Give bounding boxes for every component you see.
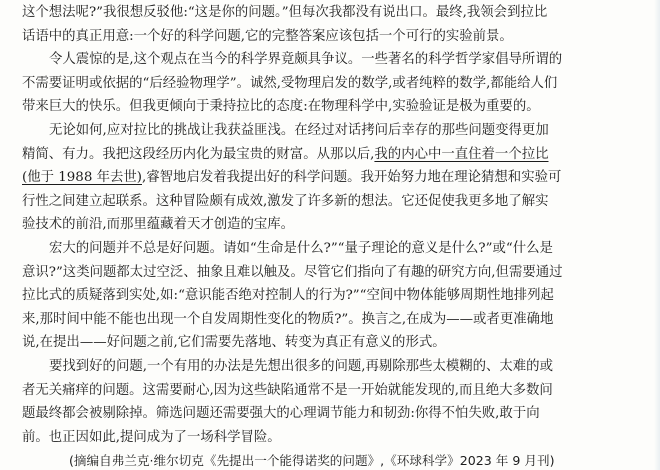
text-line: 来,那时间中能不能也出现一个自发周期性变化的物质?”。换言之,在成为——或者更准确地	[22, 311, 554, 327]
text-line: 这个想法呢?”我很想反驳他:“这是你的问题。”但每次我都没有说出口。最终,我领会到拉比	[22, 5, 548, 20]
text-line: 令人震惊的是,这个观点在当今的科学界竟颇具争议。一些著名的科学哲学家倡导所谓的	[49, 52, 563, 68]
text-line: 无论如何,应对拉比的挑战让我获益匪浅。在经过对话拷问后幸存的那些问题变得更加	[49, 122, 549, 138]
text-line: 意识?”这类问题都太过空泛、抽象且难以触及。尽管它们指向了有趣的研究方向,但需要通过	[22, 264, 563, 280]
underlined-text: (他于 1988 年去世)	[22, 170, 142, 186]
text-line: 拉比式的质疑落到实处,如:“意识能否绝对控制人的行为?”“空间中物体能够周期性地排列起	[22, 288, 554, 304]
text-line: 不需要证明或依据的“后经验物理学”。诚然,受物理启发的数学,或者纯粹的数学,都能给人们	[22, 75, 558, 91]
paragraph-5	[22, 355, 652, 449]
text-segment: ,睿智地启发着我提出好的科学问题。我开始努力地在理论猜想和实验可	[142, 170, 562, 186]
source-citation: (摘编自弗兰克·维尔切克《先提出一个能得诺奖的问题》,《环球科学》2023 年 9 月刊)	[69, 453, 555, 469]
text-line: 者无关痛痒的问题。这需要耐心,因为这些缺陷通常不是一开始就能发现的,而且绝大多数问	[22, 382, 553, 398]
text-line: 行性之间建立起联系。这种冒险颇有成效,激发了许多新的想法。它还促使我更多地了解实	[22, 193, 549, 209]
text-line	[22, 143, 652, 167]
page-edge-shadow	[654, 0, 660, 470]
text-line: 说,在提出——好问题之前,它们需要先落地、转变为真正有意义的形式。	[22, 335, 446, 351]
text-line: 题最终都会被剔除掉。筛选问题还需要强大的心理调节能力和韧劲:你得不怕失败,敢于向	[22, 406, 540, 422]
text-line: 宏大的问题并不总是好问题。请如“生命是什么?”“量子理论的意义是什么?”或“什么是	[49, 240, 553, 256]
text-line: 验技术的前沿,而那里蕴藏着天才创造的宝库。	[22, 217, 295, 233]
paragraph-3	[22, 119, 652, 237]
text-line: 要找到好的问题,一个有用的办法是先想出很多的问题,再剔除那些太模糊的、太难的或	[49, 358, 553, 374]
underlined-text: 我的内心中一直住着一个拉比	[374, 146, 549, 162]
text-segment: 精简、有力。我把这段经历内化为最宝贵的财富。从那以后,	[22, 146, 375, 162]
paragraph-4	[22, 237, 652, 355]
text-line	[22, 166, 652, 190]
text-line: 前。也正因如此,提问成为了一场科学冒险。	[22, 429, 281, 445]
paragraph-2	[22, 48, 652, 119]
paragraph-1	[22, 1, 652, 48]
text-line: 话语中的真正用意:一个好的科学问题,它的完整答案应该包括一个可行的实验前景。	[22, 28, 513, 44]
text-line: 带来巨大的快乐。但我更倾向于秉持拉比的态度:在物理科学中,实验验证是极为重要的。	[22, 99, 540, 115]
